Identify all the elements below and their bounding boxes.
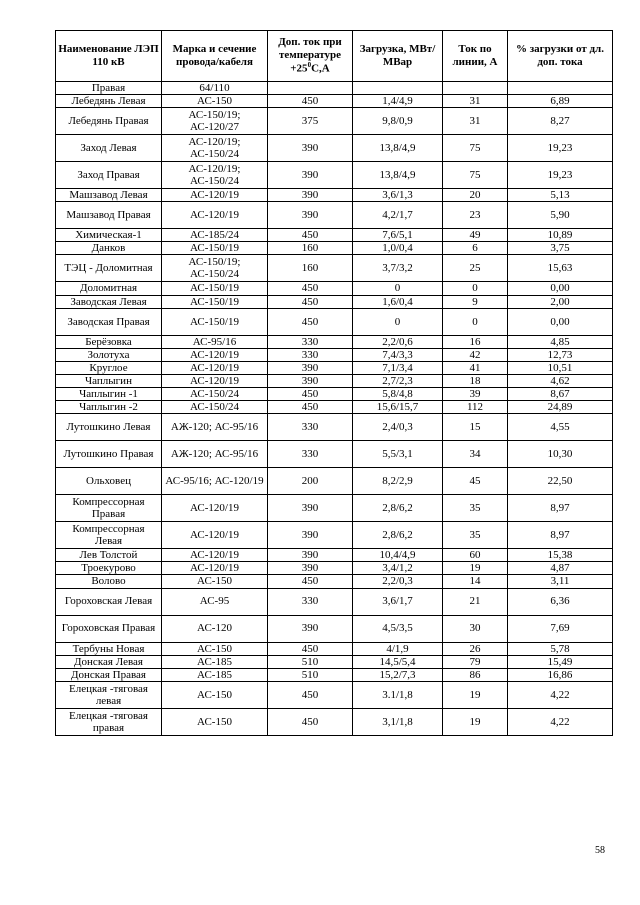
cell-allowed-current: 450 bbox=[268, 401, 353, 414]
cell-allowed-current: 330 bbox=[268, 588, 353, 615]
cell-wire-type: АС-150/24 bbox=[162, 388, 268, 401]
cell-percent-load: 16,86 bbox=[508, 668, 613, 681]
cell-line-name: Волово bbox=[56, 575, 162, 588]
cell-line-current: 16 bbox=[443, 335, 508, 348]
table-row bbox=[56, 308, 613, 335]
cell-allowed-current bbox=[268, 82, 353, 95]
cell-allowed-current: 390 bbox=[268, 522, 353, 549]
cell-line-name: Золотуха bbox=[56, 348, 162, 361]
cell-wire-type: АС-120/19 bbox=[162, 495, 268, 522]
cell-percent-load: 8,97 bbox=[508, 495, 613, 522]
cell-line-current bbox=[443, 82, 508, 95]
cell-wire-type: АС-185 bbox=[162, 655, 268, 668]
cell-load bbox=[353, 82, 443, 95]
cell-percent-load: 3,11 bbox=[508, 575, 613, 588]
header-allowed-current-text: Доп. ток при температуре bbox=[278, 36, 342, 61]
table-row bbox=[56, 95, 613, 108]
table-row bbox=[56, 162, 613, 189]
cell-load: 3,4/1,2 bbox=[353, 562, 443, 575]
cell-percent-load: 15,38 bbox=[508, 549, 613, 562]
table-row bbox=[56, 401, 613, 414]
page-number: 58 bbox=[595, 845, 605, 856]
table-row bbox=[56, 495, 613, 522]
cell-wire-type: АС-150/24 bbox=[162, 401, 268, 414]
table-row bbox=[56, 229, 613, 242]
cell-line-current: 21 bbox=[443, 588, 508, 615]
cell-percent-load: 4,87 bbox=[508, 562, 613, 575]
table-row bbox=[56, 135, 613, 162]
cell-line-name: Гороховская Правая bbox=[56, 615, 162, 642]
cell-percent-load: 22,50 bbox=[508, 468, 613, 495]
cell-load: 0 bbox=[353, 308, 443, 335]
cell-allowed-current: 390 bbox=[268, 495, 353, 522]
table-body bbox=[56, 82, 613, 736]
cell-percent-load: 19,23 bbox=[508, 162, 613, 189]
cell-load: 3,6/1,7 bbox=[353, 588, 443, 615]
cell-load: 5,8/4,8 bbox=[353, 388, 443, 401]
cell-wire-type: АЖ-120; АС-95/16 bbox=[162, 441, 268, 468]
cell-percent-load: 4,22 bbox=[508, 708, 613, 735]
cell-load: 10,4/4,9 bbox=[353, 549, 443, 562]
cell-allowed-current: 375 bbox=[268, 108, 353, 135]
cell-line-name: Заход Левая bbox=[56, 135, 162, 162]
cell-line-name: Лутошкино Правая bbox=[56, 441, 162, 468]
cell-line-name: Лебедянь Левая bbox=[56, 95, 162, 108]
cell-line-current: 19 bbox=[443, 562, 508, 575]
cell-wire-type: АС-120/19 bbox=[162, 202, 268, 229]
cell-allowed-current: 450 bbox=[268, 295, 353, 308]
cell-wire-type: АС-120 bbox=[162, 615, 268, 642]
cell-line-name: Данков bbox=[56, 242, 162, 255]
cell-load: 0 bbox=[353, 282, 443, 295]
cell-allowed-current: 330 bbox=[268, 441, 353, 468]
cell-percent-load: 2,00 bbox=[508, 295, 613, 308]
cell-wire-type: АС-150/19 bbox=[162, 282, 268, 295]
table-row bbox=[56, 549, 613, 562]
cell-line-current: 49 bbox=[443, 229, 508, 242]
cell-wire-type: АС-120/19 bbox=[162, 549, 268, 562]
cell-allowed-current: 450 bbox=[268, 575, 353, 588]
cell-load: 1,0/0,4 bbox=[353, 242, 443, 255]
header-allowed-current bbox=[268, 31, 353, 82]
cell-percent-load: 15,49 bbox=[508, 655, 613, 668]
cell-wire-type: АС-120/19 bbox=[162, 562, 268, 575]
cell-wire-type: АС-120/19; АС-150/24 bbox=[162, 135, 268, 162]
cell-percent-load: 24,89 bbox=[508, 401, 613, 414]
cell-allowed-current: 450 bbox=[268, 681, 353, 708]
document-page bbox=[55, 30, 612, 736]
cell-load: 2,8/6,2 bbox=[353, 522, 443, 549]
cell-allowed-current: 450 bbox=[268, 282, 353, 295]
cell-allowed-current: 390 bbox=[268, 549, 353, 562]
cell-load: 13,8/4,9 bbox=[353, 135, 443, 162]
header-allowed-current-unit: С,А bbox=[311, 63, 330, 76]
cell-line-current: 31 bbox=[443, 108, 508, 135]
cell-line-current: 35 bbox=[443, 522, 508, 549]
cell-percent-load: 10,51 bbox=[508, 361, 613, 374]
cell-load: 7,4/3,3 bbox=[353, 348, 443, 361]
cell-line-current: 19 bbox=[443, 708, 508, 735]
cell-wire-type: АС-120/19 bbox=[162, 189, 268, 202]
cell-wire-type: АС-150/19 bbox=[162, 242, 268, 255]
cell-line-current: 45 bbox=[443, 468, 508, 495]
cell-load: 2,8/6,2 bbox=[353, 495, 443, 522]
cell-line-name: Тербуны Новая bbox=[56, 642, 162, 655]
cell-load: 4,2/1,7 bbox=[353, 202, 443, 229]
cell-load: 14,5/5,4 bbox=[353, 655, 443, 668]
cell-allowed-current: 450 bbox=[268, 388, 353, 401]
cell-line-current: 14 bbox=[443, 575, 508, 588]
cell-percent-load: 4,55 bbox=[508, 414, 613, 441]
cell-wire-type: 64/110 bbox=[162, 82, 268, 95]
cell-wire-type: АС-95/16 bbox=[162, 335, 268, 348]
table-row bbox=[56, 361, 613, 374]
cell-line-current: 20 bbox=[443, 189, 508, 202]
cell-line-name: Гороховская Левая bbox=[56, 588, 162, 615]
header-wire: Марка и сечение провода/кабеля bbox=[162, 31, 268, 82]
cell-load: 1,4/4,9 bbox=[353, 95, 443, 108]
cell-load: 2,2/0,6 bbox=[353, 335, 443, 348]
cell-line-name: ТЭЦ - Доломитная bbox=[56, 255, 162, 282]
cell-load: 9,8/0,9 bbox=[353, 108, 443, 135]
table-row bbox=[56, 295, 613, 308]
cell-line-name: Троекурово bbox=[56, 562, 162, 575]
cell-allowed-current: 330 bbox=[268, 414, 353, 441]
cell-line-current: 39 bbox=[443, 388, 508, 401]
cell-line-name: Елецкая -тяговая правая bbox=[56, 708, 162, 735]
cell-percent-load: 7,69 bbox=[508, 615, 613, 642]
cell-allowed-current: 160 bbox=[268, 242, 353, 255]
cell-line-current: 60 bbox=[443, 549, 508, 562]
cell-percent-load: 0,00 bbox=[508, 308, 613, 335]
cell-allowed-current: 450 bbox=[268, 708, 353, 735]
cell-allowed-current: 390 bbox=[268, 135, 353, 162]
cell-percent-load: 4,85 bbox=[508, 335, 613, 348]
table-header-row bbox=[56, 31, 613, 82]
cell-allowed-current: 510 bbox=[268, 668, 353, 681]
table-row bbox=[56, 348, 613, 361]
cell-line-name: Ольховец bbox=[56, 468, 162, 495]
header-load: Загрузка, МВт/МВар bbox=[353, 31, 443, 82]
cell-percent-load: 10,89 bbox=[508, 229, 613, 242]
table-row bbox=[56, 242, 613, 255]
cell-allowed-current: 450 bbox=[268, 642, 353, 655]
header-allowed-current-degree: 0 bbox=[307, 61, 312, 70]
cell-line-name: Донская Левая bbox=[56, 655, 162, 668]
cell-line-current: 18 bbox=[443, 374, 508, 387]
header-name: Наименование ЛЭП 110 кВ bbox=[56, 31, 162, 82]
cell-percent-load: 6,89 bbox=[508, 95, 613, 108]
cell-allowed-current: 450 bbox=[268, 308, 353, 335]
cell-percent-load: 5,90 bbox=[508, 202, 613, 229]
cell-line-name: Заход Правая bbox=[56, 162, 162, 189]
cell-allowed-current: 390 bbox=[268, 202, 353, 229]
cell-line-current: 75 bbox=[443, 162, 508, 189]
cell-line-name: Чаплыгин -1 bbox=[56, 388, 162, 401]
cell-line-current: 75 bbox=[443, 135, 508, 162]
cell-line-current: 9 bbox=[443, 295, 508, 308]
cell-wire-type: АС-150 bbox=[162, 708, 268, 735]
cell-allowed-current: 390 bbox=[268, 562, 353, 575]
cell-load: 3,1/1,8 bbox=[353, 708, 443, 735]
cell-load: 3,7/3,2 bbox=[353, 255, 443, 282]
cell-allowed-current: 200 bbox=[268, 468, 353, 495]
cell-wire-type: АС-150/19 bbox=[162, 308, 268, 335]
cell-line-name: Лев Толстой bbox=[56, 549, 162, 562]
cell-allowed-current: 390 bbox=[268, 361, 353, 374]
header-line-current: Ток по линии, А bbox=[443, 31, 508, 82]
table-row bbox=[56, 468, 613, 495]
cell-allowed-current: 390 bbox=[268, 189, 353, 202]
cell-percent-load: 15,63 bbox=[508, 255, 613, 282]
table-row bbox=[56, 374, 613, 387]
cell-load: 4,5/3,5 bbox=[353, 615, 443, 642]
table-row bbox=[56, 441, 613, 468]
cell-wire-type: АС-120/19 bbox=[162, 348, 268, 361]
cell-load: 1,6/0,4 bbox=[353, 295, 443, 308]
cell-load: 3,6/1,3 bbox=[353, 189, 443, 202]
table-row bbox=[56, 681, 613, 708]
cell-allowed-current: 330 bbox=[268, 348, 353, 361]
cell-percent-load: 19,23 bbox=[508, 135, 613, 162]
cell-line-current: 26 bbox=[443, 642, 508, 655]
table-row bbox=[56, 82, 613, 95]
cell-wire-type: АС-120/19 bbox=[162, 374, 268, 387]
cell-wire-type: АС-95 bbox=[162, 588, 268, 615]
cell-wire-type: АЖ-120; АС-95/16 bbox=[162, 414, 268, 441]
table-row bbox=[56, 414, 613, 441]
cell-load: 2,2/0,3 bbox=[353, 575, 443, 588]
cell-line-current: 0 bbox=[443, 282, 508, 295]
cell-line-current: 0 bbox=[443, 308, 508, 335]
cell-allowed-current: 450 bbox=[268, 229, 353, 242]
cell-percent-load: 12,73 bbox=[508, 348, 613, 361]
cell-load: 7,6/5,1 bbox=[353, 229, 443, 242]
cell-load: 13,8/4,9 bbox=[353, 162, 443, 189]
cell-line-current: 41 bbox=[443, 361, 508, 374]
cell-line-name: Донская Правая bbox=[56, 668, 162, 681]
cell-wire-type: АС-150/19; АС-120/27 bbox=[162, 108, 268, 135]
table-row bbox=[56, 189, 613, 202]
table-row bbox=[56, 202, 613, 229]
cell-wire-type: АС-95/16; АС-120/19 bbox=[162, 468, 268, 495]
cell-load: 3.1/1,8 bbox=[353, 681, 443, 708]
cell-line-name: Химическая-1 bbox=[56, 229, 162, 242]
table-row bbox=[56, 282, 613, 295]
cell-load: 5,5/3,1 bbox=[353, 441, 443, 468]
table-row bbox=[56, 615, 613, 642]
cell-wire-type: АС-150 bbox=[162, 95, 268, 108]
cell-percent-load: 4,22 bbox=[508, 681, 613, 708]
table-row bbox=[56, 388, 613, 401]
cell-load: 15,2/7,3 bbox=[353, 668, 443, 681]
cell-line-current: 6 bbox=[443, 242, 508, 255]
table-row bbox=[56, 108, 613, 135]
cell-percent-load: 6,36 bbox=[508, 588, 613, 615]
power-lines-table bbox=[55, 30, 613, 736]
cell-allowed-current: 160 bbox=[268, 255, 353, 282]
cell-line-current: 31 bbox=[443, 95, 508, 108]
cell-line-name: Елецкая -тяговая левая bbox=[56, 681, 162, 708]
table-row bbox=[56, 655, 613, 668]
cell-wire-type: АС-150 bbox=[162, 681, 268, 708]
table-row bbox=[56, 522, 613, 549]
cell-wire-type: АС-120/19; АС-150/24 bbox=[162, 162, 268, 189]
cell-line-current: 79 bbox=[443, 655, 508, 668]
cell-percent-load: 8,67 bbox=[508, 388, 613, 401]
cell-load: 2,7/2,3 bbox=[353, 374, 443, 387]
cell-percent-load: 5,13 bbox=[508, 189, 613, 202]
table-row bbox=[56, 255, 613, 282]
cell-allowed-current: 510 bbox=[268, 655, 353, 668]
cell-line-name: Машзавод Левая bbox=[56, 189, 162, 202]
cell-percent-load: 8,27 bbox=[508, 108, 613, 135]
cell-percent-load: 10,30 bbox=[508, 441, 613, 468]
table-row bbox=[56, 335, 613, 348]
header-percent-load: % загрузки от дл. доп. тока bbox=[508, 31, 613, 82]
cell-wire-type: АС-150/19; АС-150/24 bbox=[162, 255, 268, 282]
table-row bbox=[56, 562, 613, 575]
cell-allowed-current: 390 bbox=[268, 374, 353, 387]
cell-wire-type: АС-120/19 bbox=[162, 361, 268, 374]
cell-allowed-current: 390 bbox=[268, 615, 353, 642]
cell-percent-load: 8,97 bbox=[508, 522, 613, 549]
cell-line-current: 15 bbox=[443, 414, 508, 441]
cell-load: 15,6/15,7 bbox=[353, 401, 443, 414]
cell-line-current: 19 bbox=[443, 681, 508, 708]
header-allowed-current-temp: +25 bbox=[290, 63, 308, 76]
cell-percent-load: 5,78 bbox=[508, 642, 613, 655]
cell-allowed-current: 390 bbox=[268, 162, 353, 189]
cell-load: 8,2/2,9 bbox=[353, 468, 443, 495]
cell-line-current: 23 bbox=[443, 202, 508, 229]
cell-line-name: Заводская Левая bbox=[56, 295, 162, 308]
cell-line-name: Правая bbox=[56, 82, 162, 95]
table-row bbox=[56, 668, 613, 681]
cell-line-name: Машзавод Правая bbox=[56, 202, 162, 229]
cell-load: 7,1/3,4 bbox=[353, 361, 443, 374]
cell-line-name: Компрессорная Левая bbox=[56, 522, 162, 549]
cell-line-current: 86 bbox=[443, 668, 508, 681]
cell-line-name: Заводская Правая bbox=[56, 308, 162, 335]
cell-allowed-current: 450 bbox=[268, 95, 353, 108]
table-row bbox=[56, 642, 613, 655]
cell-load: 4/1,9 bbox=[353, 642, 443, 655]
cell-line-current: 42 bbox=[443, 348, 508, 361]
cell-wire-type: АС-185/24 bbox=[162, 229, 268, 242]
cell-percent-load: 0,00 bbox=[508, 282, 613, 295]
cell-percent-load: 4,62 bbox=[508, 374, 613, 387]
cell-line-name: Круглое bbox=[56, 361, 162, 374]
cell-line-name: Лебедянь Правая bbox=[56, 108, 162, 135]
cell-wire-type: АС-120/19 bbox=[162, 522, 268, 549]
cell-percent-load bbox=[508, 82, 613, 95]
cell-load: 2,4/0,3 bbox=[353, 414, 443, 441]
cell-line-current: 30 bbox=[443, 615, 508, 642]
cell-wire-type: АС-150/19 bbox=[162, 295, 268, 308]
table-row bbox=[56, 708, 613, 735]
cell-line-name: Доломитная bbox=[56, 282, 162, 295]
cell-line-name: Компрессорная Правая bbox=[56, 495, 162, 522]
cell-line-name: Берёзовка bbox=[56, 335, 162, 348]
cell-wire-type: АС-150 bbox=[162, 642, 268, 655]
cell-line-name: Чаплыгин bbox=[56, 374, 162, 387]
cell-percent-load: 3,75 bbox=[508, 242, 613, 255]
cell-line-current: 34 bbox=[443, 441, 508, 468]
cell-line-current: 112 bbox=[443, 401, 508, 414]
cell-allowed-current: 330 bbox=[268, 335, 353, 348]
cell-wire-type: АС-185 bbox=[162, 668, 268, 681]
cell-line-current: 25 bbox=[443, 255, 508, 282]
table-row bbox=[56, 575, 613, 588]
table-row bbox=[56, 588, 613, 615]
cell-line-current: 35 bbox=[443, 495, 508, 522]
cell-line-name: Чаплыгин -2 bbox=[56, 401, 162, 414]
cell-line-name: Лутошкино Левая bbox=[56, 414, 162, 441]
cell-wire-type: АС-150 bbox=[162, 575, 268, 588]
